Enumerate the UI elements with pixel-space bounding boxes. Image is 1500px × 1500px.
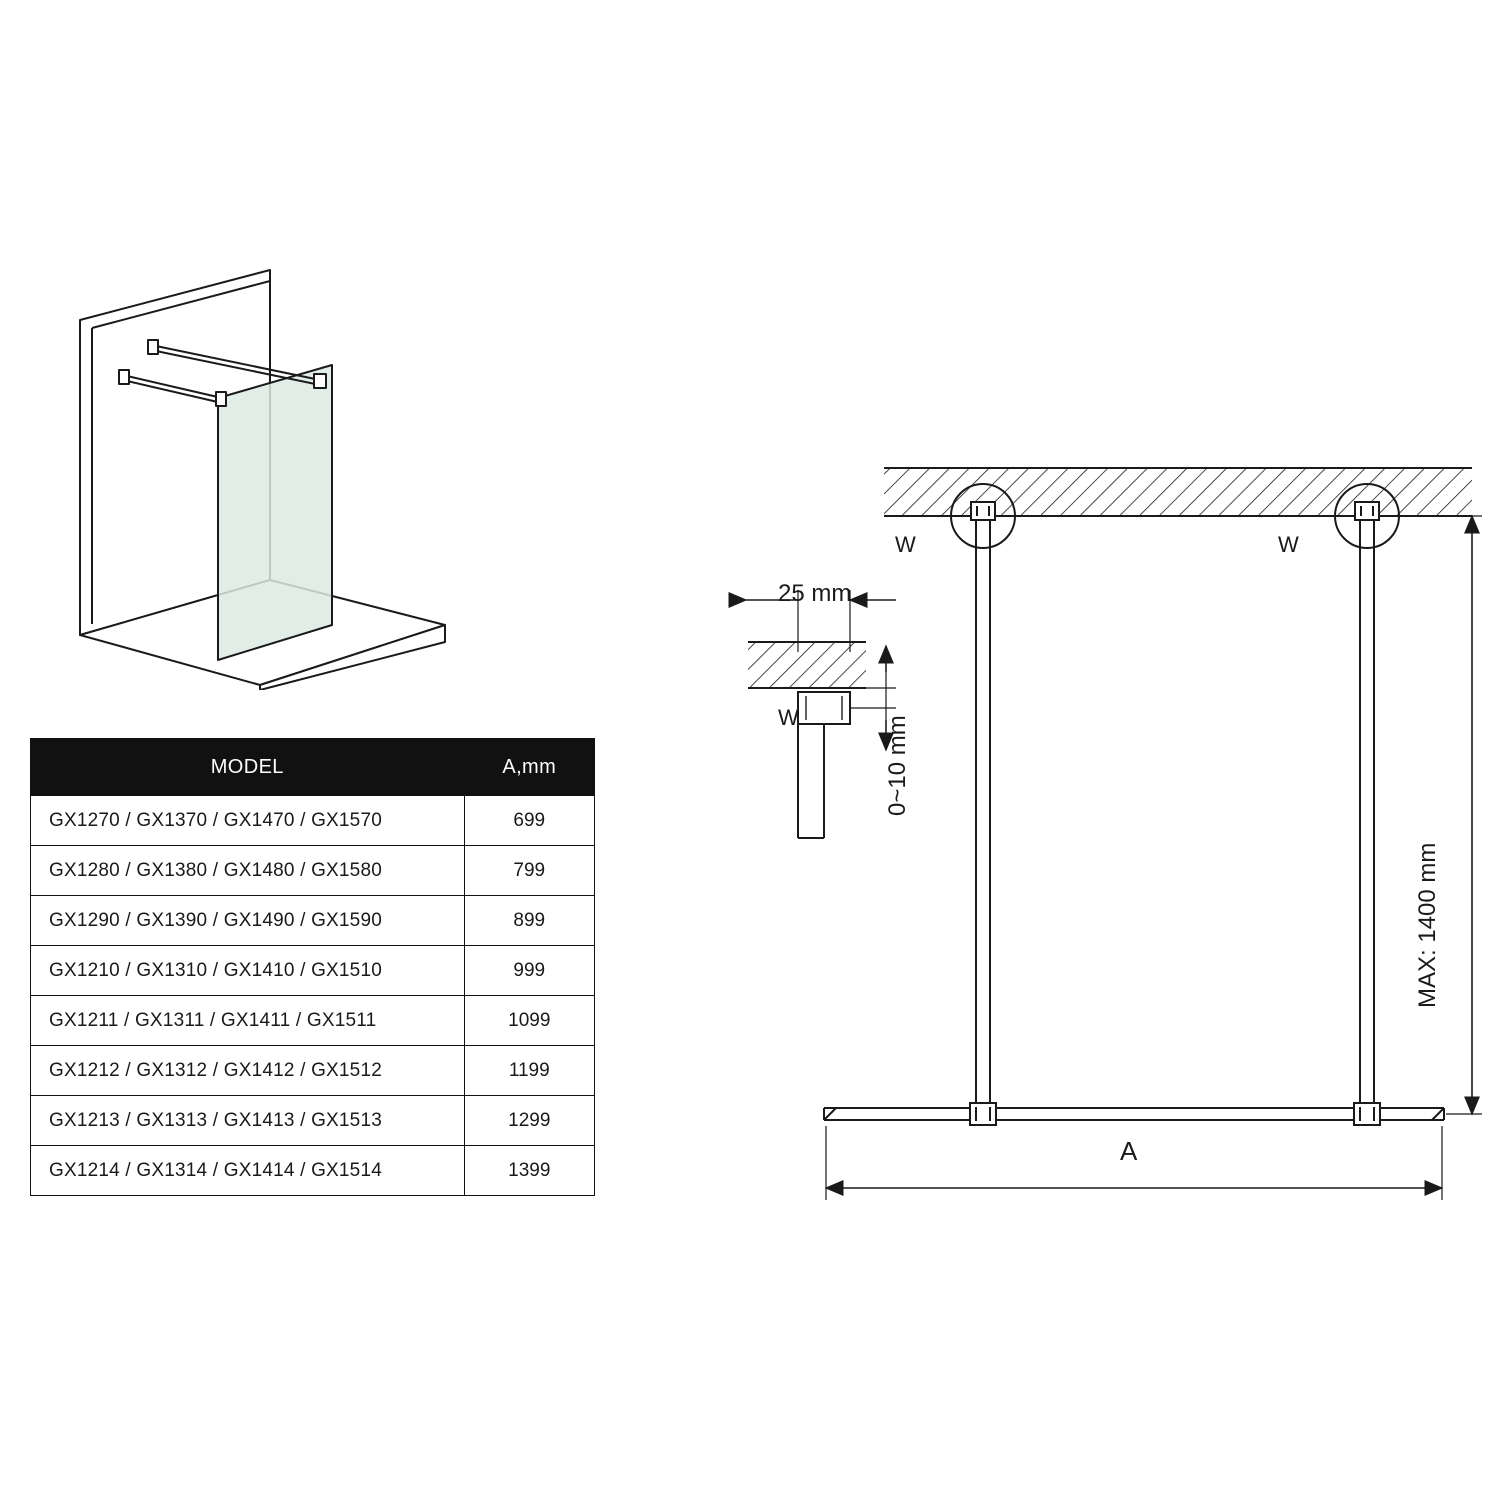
table-row — [31, 1046, 595, 1096]
column-header-a: A,mm — [464, 739, 594, 796]
table-row — [31, 946, 595, 996]
table-header-row — [31, 739, 595, 796]
label-detail-width: 25 mm — [778, 580, 852, 607]
cell-a: 999 — [464, 946, 594, 996]
isometric-illustration — [70, 250, 490, 690]
right-support-bar — [1360, 516, 1374, 1110]
table-row — [31, 1096, 595, 1146]
cell-model: GX1210 / GX1310 / GX1410 / GX1510 — [31, 946, 465, 996]
glass-top-rail — [824, 1108, 1444, 1120]
cell-a: 1099 — [464, 996, 594, 1046]
wall-detail-view — [746, 590, 896, 838]
table-row — [31, 1146, 595, 1196]
cell-a: 1399 — [464, 1146, 594, 1196]
label-w-left: W — [895, 532, 916, 557]
cell-a: 699 — [464, 796, 594, 846]
cell-model: GX1270 / GX1370 / GX1470 / GX1570 — [31, 796, 465, 846]
table-row — [31, 896, 595, 946]
label-w-right: W — [1278, 532, 1299, 557]
cell-a: 1299 — [464, 1096, 594, 1146]
cell-model: GX1212 / GX1312 / GX1412 / GX1512 — [31, 1046, 465, 1096]
cell-model: GX1214 / GX1314 / GX1414 / GX1514 — [31, 1146, 465, 1196]
cell-a: 799 — [464, 846, 594, 896]
left-support-bar — [976, 516, 990, 1110]
left-rail-connector — [970, 1103, 996, 1125]
label-span-a: A — [1120, 1136, 1138, 1166]
cell-model: GX1213 / GX1313 / GX1413 / GX1513 — [31, 1096, 465, 1146]
label-detail-gap: 0~10 mm — [884, 715, 911, 816]
technical-drawing — [700, 420, 1490, 1250]
cell-model: GX1280 / GX1380 / GX1480 / GX1580 — [31, 846, 465, 896]
label-max-height: MAX: 1400 mm — [1414, 842, 1441, 1008]
cell-model: GX1290 / GX1390 / GX1490 / GX1590 — [31, 896, 465, 946]
right-rail-connector — [1354, 1103, 1380, 1125]
model-dimension-table — [30, 738, 595, 1196]
cell-a: 1199 — [464, 1046, 594, 1096]
cell-model: GX1211 / GX1311 / GX1411 / GX1511 — [31, 996, 465, 1046]
table-row — [31, 796, 595, 846]
column-header-model: MODEL — [31, 739, 465, 796]
table-row — [31, 996, 595, 1046]
height-dimension — [1400, 516, 1482, 1114]
label-w-detail: W — [778, 705, 799, 730]
cell-a: 899 — [464, 896, 594, 946]
table-row — [31, 846, 595, 896]
